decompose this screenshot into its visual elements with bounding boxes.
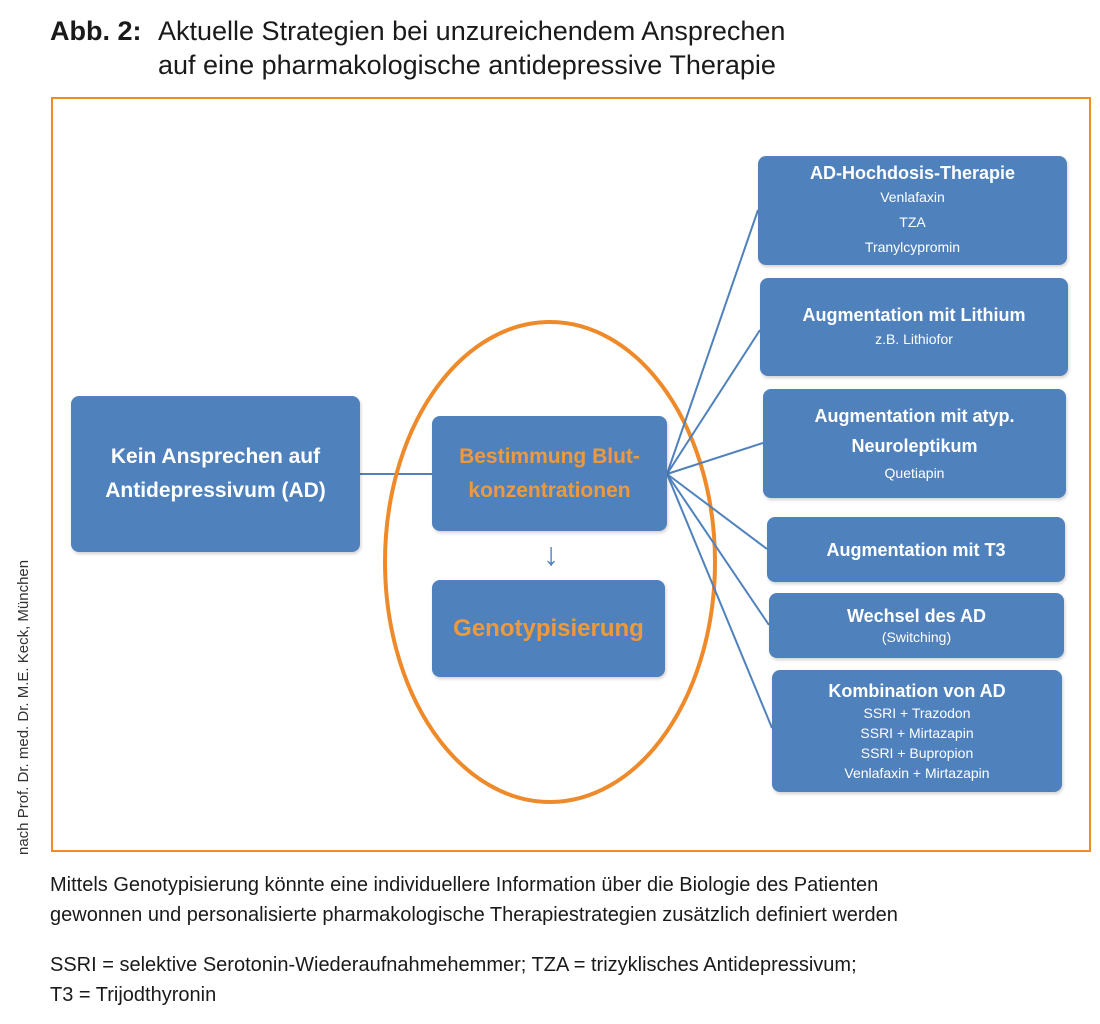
no-response-line-1: Kein Ansprechen auf: [110, 445, 321, 468]
connector-to-kombination: [667, 474, 772, 728]
strategy-title: Kombination von AD: [828, 681, 1006, 701]
blood-concentration-box: [432, 416, 667, 531]
source-credit: nach Prof. Dr. med. Dr. M.E. Keck, München: [15, 559, 32, 855]
no-response-line-2: Antidepressivum (AD): [105, 479, 326, 502]
strategy-wechsel: [769, 593, 1064, 658]
connector-to-hochdosis: [667, 210, 758, 474]
strategy-neuroleptikum: [763, 389, 1066, 498]
strategy-hochdosis: [758, 156, 1067, 265]
strategy-title: Wechsel des AD: [846, 606, 987, 626]
genotyping-box: [432, 580, 665, 677]
connector-to-neuroleptikum: [667, 443, 763, 474]
caption-line-2: gewonnen und personalisierte pharmakologische Therapiestrategien zusätzlich definiert werden: [50, 904, 898, 926]
legend-line-1: SSRI = selektive Serotonin-Wiederaufnahmehemmer; TZA = trizyklisches Antidepressivum;: [50, 954, 857, 976]
strategy-item: TZA: [899, 214, 926, 230]
strategy-item: Venlafaxin: [880, 189, 945, 205]
strategy-title: AD-Hochdosis-Therapie: [809, 163, 1016, 183]
genotyping-label: Genotypisierung: [453, 614, 644, 642]
connector-to-wechsel: [667, 474, 769, 625]
blood-concentration-line-1: Bestimmung Blut-: [459, 444, 640, 468]
connector-to-lithium: [667, 330, 760, 474]
strategy-item: SSRI + Bupropion: [860, 745, 974, 761]
abbreviation-legend: [50, 950, 1090, 1010]
strategy-title-line-2: Neuroleptikum: [851, 436, 978, 456]
strategy-item: (Switching): [881, 629, 952, 645]
strategy-item: Venlafaxin + Mirtazapin: [844, 765, 990, 781]
strategy-item: SSRI + Mirtazapin: [860, 725, 974, 741]
strategy-item: z.B. Lithiofor: [875, 330, 953, 347]
strategy-kombination: [772, 670, 1062, 792]
strategy-t3: [767, 517, 1065, 582]
figure-title-line-1: Aktuelle Strategien bei unzureichendem Ansprechen: [158, 16, 786, 46]
figure-number: Abb. 2:: [50, 16, 142, 46]
strategy-title-line-1: Augmentation mit atyp.: [814, 406, 1015, 426]
strategy-item: SSRI + Trazodon: [863, 705, 971, 721]
figure-caption: [50, 870, 1090, 930]
strategy-title: Augmentation mit Lithium: [802, 304, 1026, 325]
legend-line-2: T3 = Trijodthyronin: [50, 984, 217, 1006]
strategy-lithium: [760, 278, 1068, 376]
strategy-title: Augmentation mit T3: [826, 539, 1006, 560]
down-arrow-icon: ↓: [543, 536, 559, 572]
no-response-box: [71, 396, 360, 552]
figure-title-line-2: auf eine pharmakologische antidepressive Therapie: [158, 50, 776, 80]
caption-line-1: Mittels Genotypisierung könnte eine individuellere Information über die Biologie des Patienten: [50, 874, 879, 896]
blood-concentration-line-2: konzentrationen: [468, 478, 631, 502]
strategy-item: Tranylcypromin: [864, 239, 961, 255]
strategy-item: Quetiapin: [884, 465, 945, 481]
